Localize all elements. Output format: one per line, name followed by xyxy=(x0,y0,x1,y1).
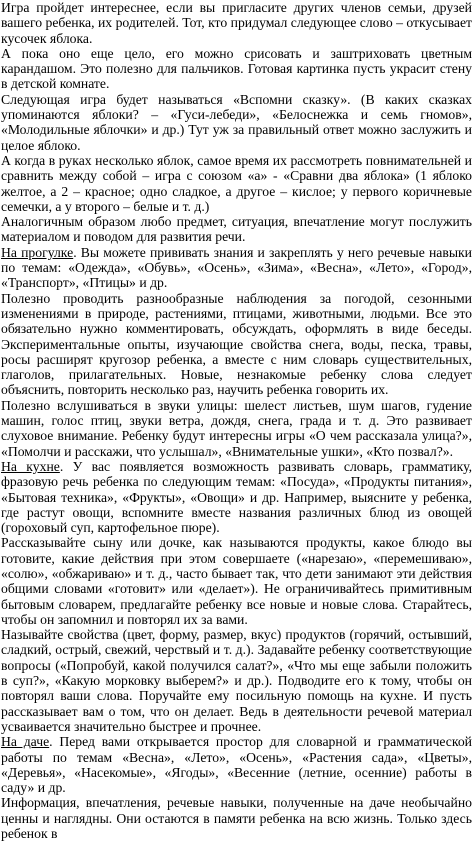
paragraph-compare-apples: А когда в руках несколько яблок, самое время их рассмотреть повнимательней и сравнить между собой – игра с союзом «а» - «Сравни два яблока» (1 яблоко желтое, а 2 – красное; одно сладкое, а другое – кислое; у первого коричневые семечки, а у второго – белые и т. д.) xyxy=(1,152,472,214)
paragraph-analogy: Аналогичным образом любо предмет, ситуация, впечатление могут послужить материалом и поводом для развития речи. xyxy=(1,214,472,245)
paragraph-dacha-impressions: Информация, впечатления, речевые навыки, полученные на даче необычайно ценны и наглядны. Они остаются в памяти ребенка на всю жизнь. Только здесь ребенок в xyxy=(1,795,472,841)
paragraph-dacha xyxy=(1,734,472,795)
heading-walk: На прогулке xyxy=(1,244,74,260)
paragraph-walk xyxy=(1,245,472,291)
paragraph-cooking-words: Рассказывайте сыну или дочке, как называются продукты, какое блюдо вы готовите, какие действия при этом совершаете («нарезаю», «перемешиваю», «солю», «обжариваю» и т. д., часто бывает так, что дети занимают эти действия общими словами «готовит» или «делает»). Не ограничивайтесь примитивным бытовым словарем, предлагайте ребенку все новые и новые слова. Старайтесь, чтобы он запомнил и повторял их за вами. xyxy=(1,535,472,627)
paragraph-kitchen xyxy=(1,459,472,535)
walk-text: . Вы можете прививать знания и закреплять у него речевые навыки по темам: «Одежда», «Обувь», «Осень», «Зима», «Весна», «Лето», «Город», «Транспорт», «Птицы» и др. xyxy=(1,244,472,291)
paragraph-fairy-tale-game: Следующая игра будет называться «Вспомни сказку». (В каких сказках упоминаются яблоки? – «Гуси-лебеди», «Белоснежка и семь гномов», «Молодильные яблочки» и др.) Тут уж за правильный ответ можно заслужить и целое яблоко. xyxy=(1,91,472,153)
heading-dacha: На даче xyxy=(1,734,50,750)
dacha-text: . Перед вами открывается простор для словарной и грамматической работы по темам «Весна», «Лето», «Осень», «Растения сада», «Цветы», «Деревья», «Насекомые», «Ягоды», «Весенние (летние, осенние) работы в саду» и др. xyxy=(1,734,472,796)
paragraph-draw-apple: А пока оно еще цело, его можно срисовать и заштриховать цветным карандашом. Это полезно для пальчиков. Готовая картинка пусть украсит стену в детской комнате. xyxy=(1,45,472,92)
paragraph-game-apple: Игра пройдет интереснее, если вы пригласите других членов семьи, друзей вашего ребенка, их родителей. Тот, кто придумал следующее слово – откусывает кусочек яблока. xyxy=(1,0,472,46)
paragraph-food-properties: Называйте свойства (цвет, форму, размер, вкус) продуктов (горячий, остывший, сладкий, острый, свежий, черствый и т. д.). Задавайте ребенку соответствующие вопросы («Попробуй, какой получился салат?», «Что мы еще забыли положить в суп?», «Какую морковку выберем?» и др.). Подводите его к тому, чтобы он повторял ваши слова. Поручайте ему посильную помощь на кухне. И пусть рассказывает вам о том, что он делает. Ведь в деятельности речевой материал усваивается значительно быстрее и прочнее. xyxy=(1,627,472,734)
paragraph-observations: Полезно проводить разнообразные наблюдения за погодой, сезонными изменениями в природе, растениями, птицами, животными, людьми. Все это обязательно нужно комментировать, обсуждать, оформлять в виде беседы. Экспериментальные опыты, изучающие свойства снега, воды, песка, травы, росы расширят кругозор ребенка, а вместе с ним словарь существительных, глаголов, прилагательных. Новые, незнакомые ребенку слова следует объяснить, повторить несколько раз, научить ребенка говорить их. xyxy=(1,290,472,398)
heading-kitchen: На кухне xyxy=(1,458,60,474)
kitchen-text: . У вас появляется возможность развивать словарь, грамматику, фразовую речь ребенка по следующим темам: «Посуда», «Продукты питания», «Бытовая техника», «Фрукты», «Овощи» и др. Например, выясните у ребенка, где растут овощи, вспомните вместе названия различных блюд из овощей (гороховый суп, картофельное пюре). xyxy=(1,458,472,536)
paragraph-street-sounds: Полезно вслушиваться в звуки улицы: шелест листьев, шум шагов, гудение машин, голос птиц, звуки ветра, дождя, снега, града и т. д. Это развивает слуховое внимание. Ребенку будут интересны игры «О чем рассказала улица?», «Помолчи и расскажи, что услышал», «Внимательные ушки», «Кто позвал?». xyxy=(1,397,472,459)
